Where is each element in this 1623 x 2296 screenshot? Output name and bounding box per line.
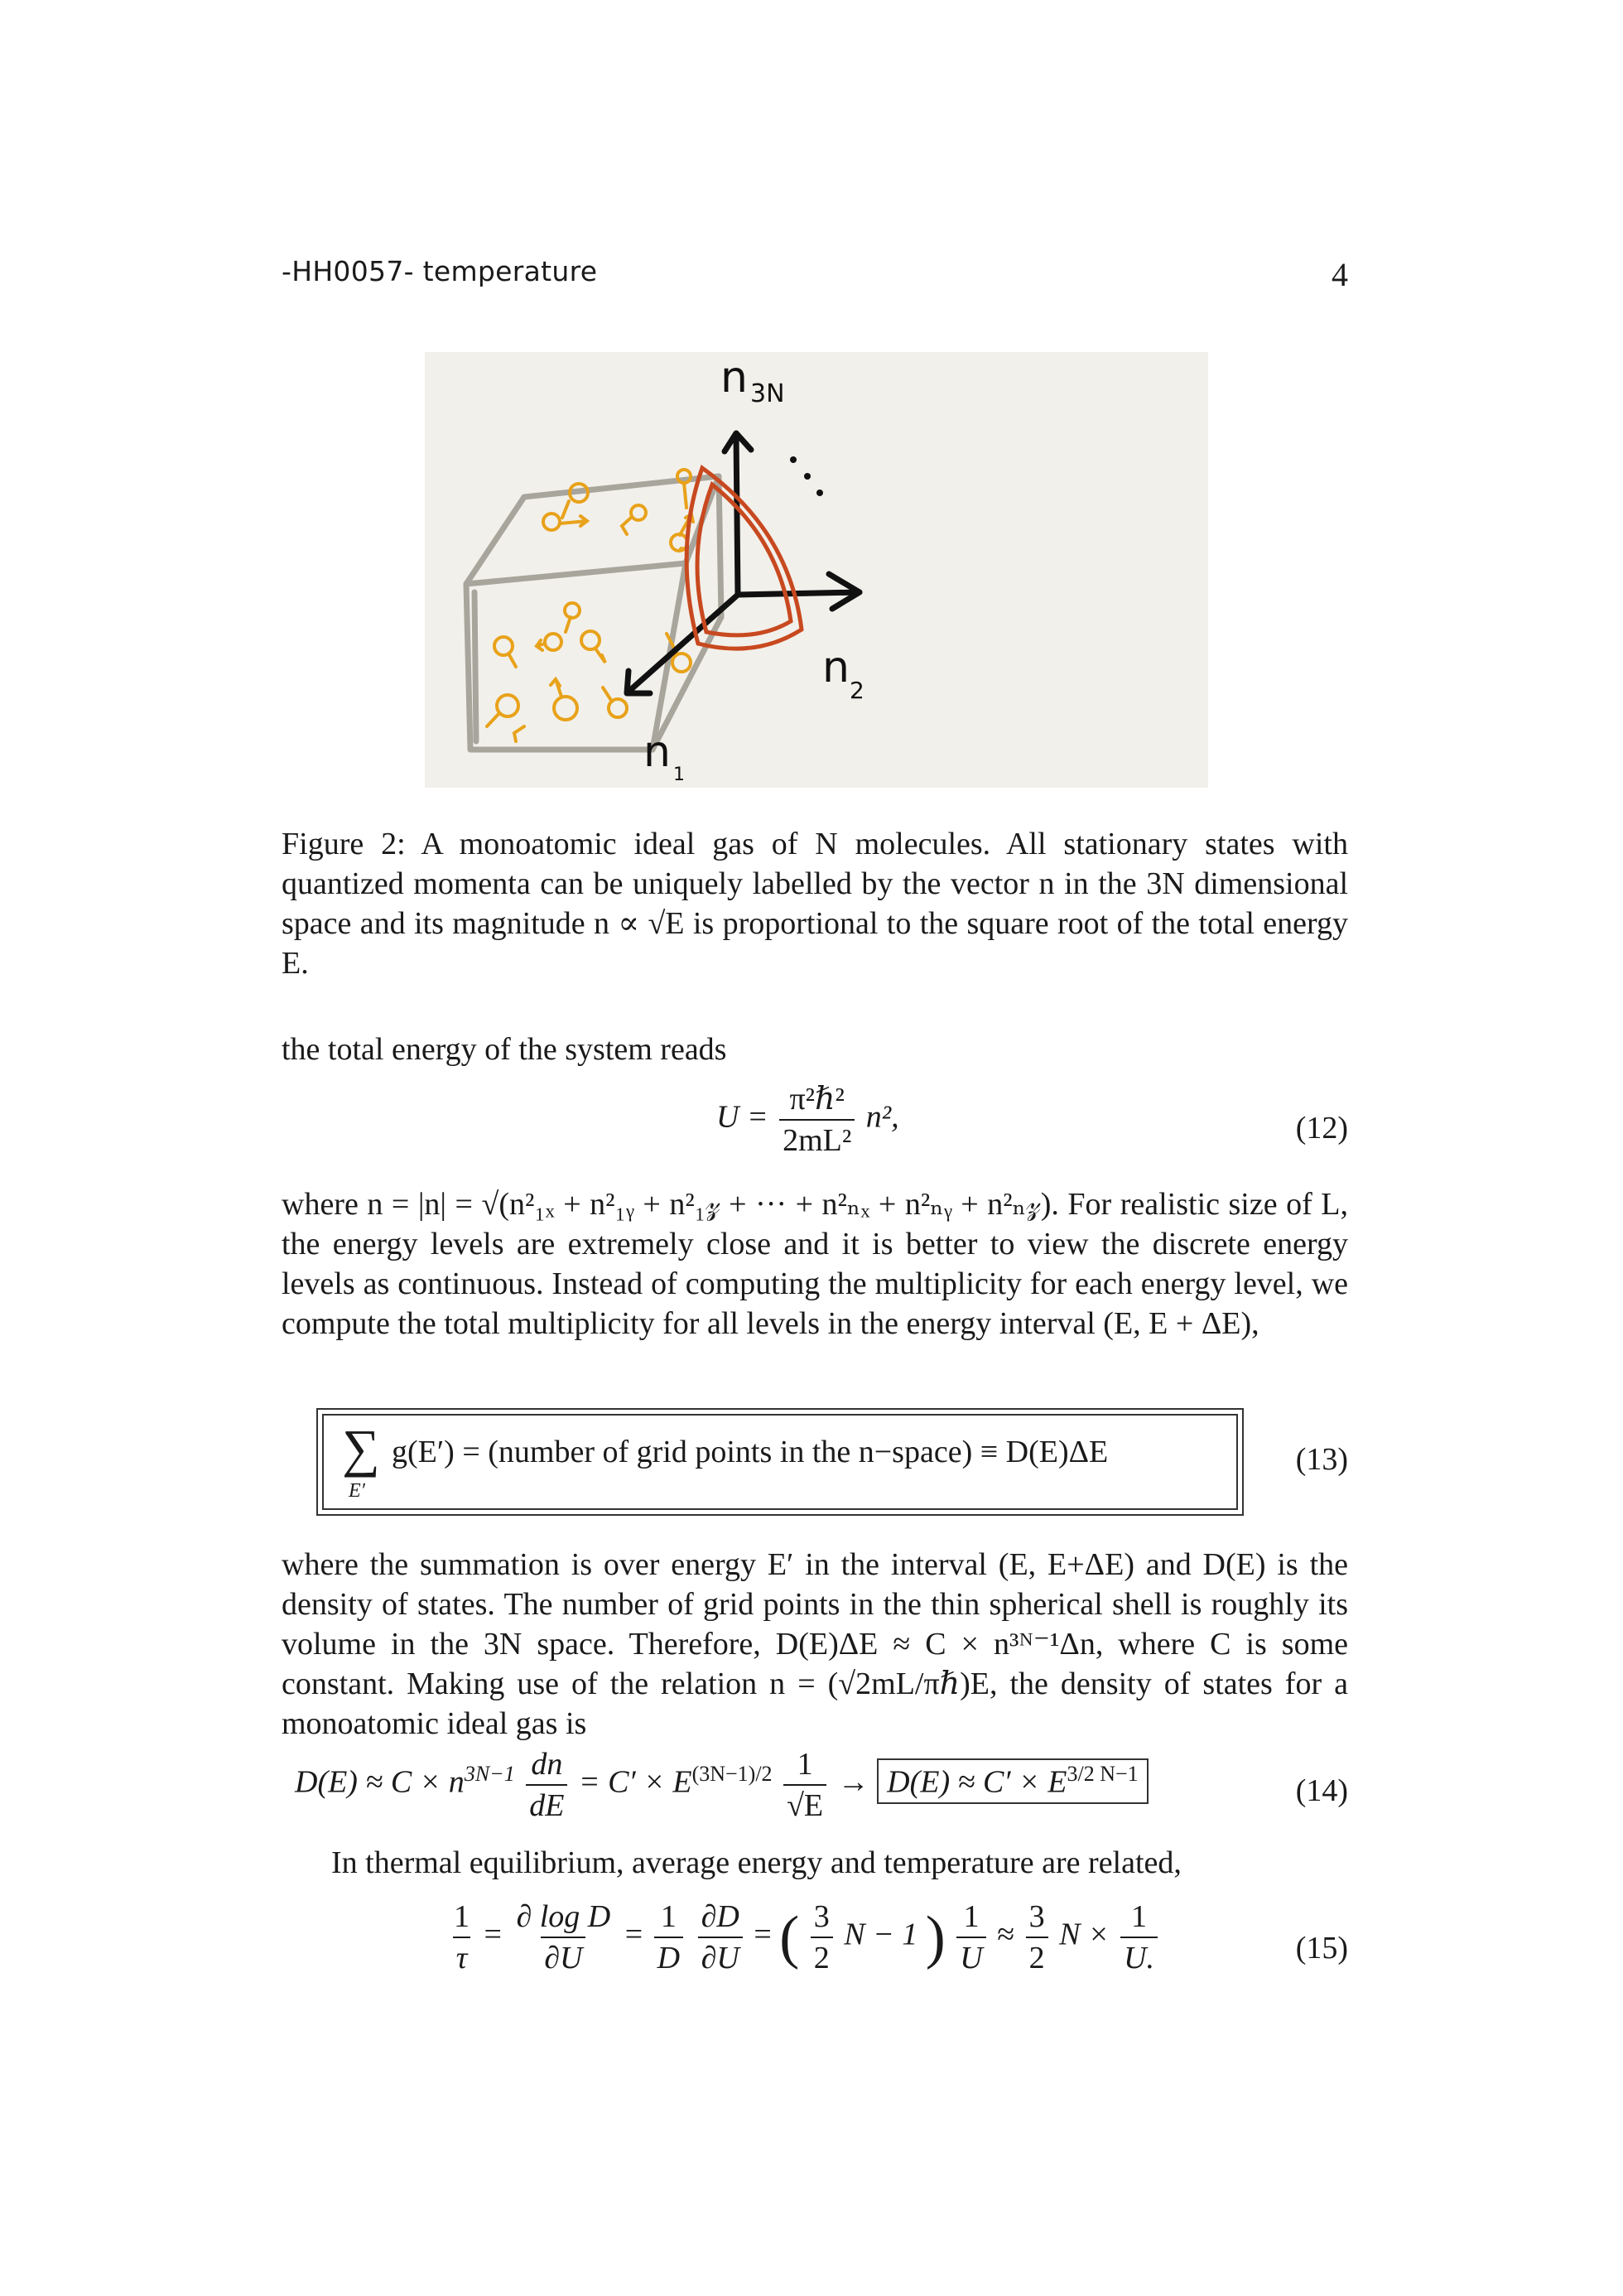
- figure-illustration: [425, 352, 1208, 788]
- eq15-one-b: 1: [660, 1899, 677, 1934]
- eq12-number: (12): [1295, 1111, 1348, 1146]
- eq15-U-b: U.: [1120, 1937, 1158, 1976]
- eq15-dlogD: ∂ log D: [516, 1899, 611, 1934]
- eq14-sqrtE: √E: [783, 1784, 826, 1824]
- paragraph-density-of-states: where the summation is over energy E′ in the interval (E, E+ΔE) and D(E) is the density of states. The number of grid points in the thin spherical shell is roughly its volume in the 3N space. Therefore, D(E)ΔE ≈ C × n³ᴺ⁻¹Δn, where C is some constant. Making use of the relation n = (√2mL/πℏ)E, the density of states for a monoatomic ideal gas is: [282, 1547, 1348, 1741]
- eq14-part1: D(E) ≈ C × n: [295, 1764, 465, 1800]
- intro-text: the total energy of the system reads: [282, 1032, 727, 1067]
- sum-symbol: ∑: [342, 1419, 380, 1478]
- eq12-den: 2mL²: [779, 1119, 855, 1159]
- eq15-paren-mid: N − 1: [844, 1917, 918, 1952]
- label-n1: n: [643, 727, 671, 777]
- eq12-tail: n²,: [865, 1099, 899, 1135]
- equation-12: [716, 1081, 899, 1159]
- eq14-dn: dn: [531, 1747, 563, 1782]
- paragraph-continuous-levels: where n = |n| = √(n²₁ₓ + n²₁ᵧ + n²₁𝓏 + ··· + n²ₙₓ + n²ₙᵧ + n²ₙ𝓏). For realistic size of L, the energy levels are extremely close and it is better to view the discrete energy levels as continuous. Instead of computing the multiplicity for each energy level, we compute the total multiplicity for all levels in the energy interval (E, E + ΔE),: [282, 1187, 1348, 1341]
- paragraph-thermal-equilibrium: In thermal equilibrium, average energy and temperature are related,: [331, 1845, 1182, 1880]
- eq14-number: (14): [1295, 1773, 1348, 1808]
- eq14-dE: dE: [526, 1784, 567, 1824]
- eq14-one: 1: [797, 1747, 813, 1782]
- sum-subscript: E′: [349, 1480, 365, 1502]
- eq15-one-d: 1: [1131, 1899, 1148, 1934]
- eq12-num: π²ℏ²: [789, 1082, 845, 1117]
- eq14-boxed-sup: 3/2 N−1: [1067, 1762, 1139, 1787]
- eq15-three-b: 3: [1028, 1899, 1045, 1934]
- eq14-arrow: →: [837, 1764, 869, 1800]
- eq13-number: (13): [1295, 1442, 1348, 1477]
- eq15-eq2: =: [624, 1917, 643, 1952]
- figure-caption: Figure 2: A monoatomic ideal gas of N molecules. All stationary states with quantized momenta can be uniquely labelled by the vector n in the 3N dimensional space and its magnitude n ∝ √E is proportional to the square root of the total energy E.: [282, 827, 1348, 981]
- eq15-eq1: =: [484, 1917, 502, 1952]
- label-n3N-sub: 3N: [750, 379, 785, 408]
- page-header: [282, 255, 1348, 293]
- eq15-one-a: 1: [454, 1899, 470, 1934]
- eq15-dU2: ∂U: [698, 1937, 743, 1976]
- eq15-U-a: U: [956, 1937, 985, 1976]
- eq15-two-a: 2: [811, 1937, 833, 1976]
- eq15-eq3: =: [754, 1917, 772, 1952]
- label-n2: n: [822, 643, 850, 692]
- eq15-tau: τ: [453, 1937, 471, 1976]
- label-n1-sub: 1: [673, 765, 685, 785]
- eq15-dU: ∂U: [541, 1937, 585, 1976]
- eq15-one-c: 1: [963, 1899, 980, 1934]
- eq13-body: g(E′) = (number of grid points in the n−space) ≡ D(E)ΔE: [392, 1435, 1109, 1469]
- eq14-boxed-lhs: D(E) ≈ C′ × E: [887, 1764, 1067, 1800]
- eq14-boxed: [877, 1758, 1149, 1804]
- equation-13-box: [316, 1408, 1244, 1516]
- eq14-sup2: (3N−1)/2: [691, 1762, 773, 1787]
- label-n3N: n: [720, 353, 748, 403]
- eq12-lhs: U =: [716, 1099, 768, 1135]
- figure-drawing: [425, 352, 1208, 788]
- label-n2-sub: 2: [850, 677, 864, 704]
- eq15-approx: ≈: [997, 1917, 1015, 1952]
- cube-drawing: [466, 476, 721, 750]
- eq14-part2: = C′ × E: [578, 1764, 692, 1800]
- spherical-shell: [686, 468, 802, 649]
- eq14-sup1: 3N−1: [464, 1762, 515, 1787]
- equation-15: $\frac{1}{\tau}$ = $\frac{\text{∂ log D}}{\partial U}$ = $\frac{1}{D}$ $\frac{\partial D}{\partial U}$ = ( $\frac{3}{2}$ N − 1 ) $\frac{1}{U}$ ≈ $\frac{3}{2}$ N × $\frac{1}{U.}$: [447, 1898, 1161, 1976]
- eq15-dD: ∂D: [701, 1899, 739, 1934]
- axis-labels: [643, 353, 864, 785]
- eq15-D: D: [654, 1937, 683, 1976]
- eq15-three-a: 3: [813, 1899, 830, 1934]
- ellipsis-dots: [790, 456, 823, 496]
- eq15-two-b: 2: [1026, 1937, 1048, 1976]
- running-title: -HH0057- temperature: [282, 255, 598, 287]
- eq15-number: (15): [1295, 1931, 1348, 1966]
- page-number: 4: [1332, 256, 1348, 293]
- equation-14: [295, 1746, 1149, 1824]
- eq15-N-times: N ×: [1059, 1917, 1110, 1952]
